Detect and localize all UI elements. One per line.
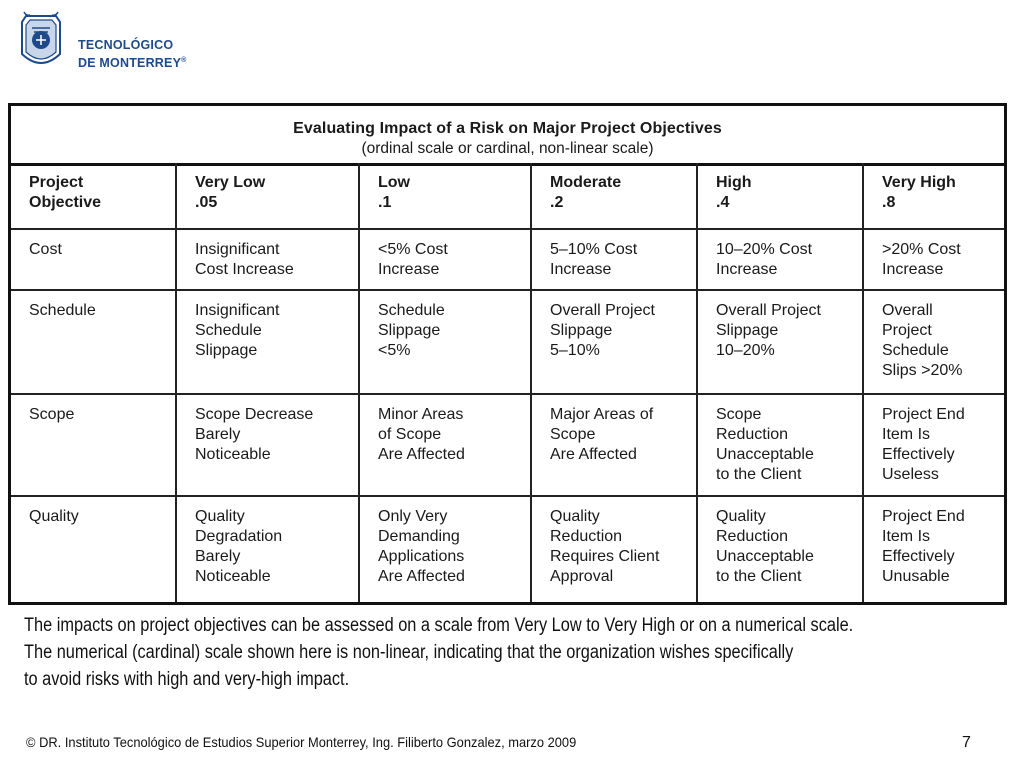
header-objective-line-2: Objective — [29, 194, 102, 211]
university-seal-icon — [16, 10, 66, 72]
header-very-low — [176, 163, 359, 229]
cell-line: Demanding — [378, 528, 460, 545]
header-very-high — [863, 163, 1004, 229]
cell-line: >20% Cost — [882, 241, 961, 258]
cell-line: <5% Cost — [378, 241, 448, 258]
table-subtitle: (ordinal scale or cardinal, non-linear scale) — [361, 140, 654, 157]
cell-line: Schedule — [195, 322, 262, 339]
footnote-line-2: The numerical (cardinal) scale shown here is non-linear, indicating that the organization wishes specifically — [24, 642, 794, 663]
logo-line-2 — [78, 53, 186, 71]
cell-line: Schedule — [378, 302, 445, 319]
scope-very-high-cell — [863, 394, 1004, 496]
cell-line: 5–10% — [550, 342, 600, 359]
level-name: Low — [378, 174, 410, 191]
schedule-moderate-cell — [531, 290, 697, 394]
cell-line: Minor Areas — [378, 406, 464, 423]
level-name: Moderate — [550, 174, 622, 191]
cell-line: Quality — [716, 508, 766, 525]
level-value: .2 — [550, 194, 564, 211]
quality-moderate-cell — [531, 496, 697, 602]
quality-high-cell — [697, 496, 863, 602]
cost-high-cell — [697, 229, 863, 290]
cell-line: to the Client — [716, 568, 802, 585]
table-row-scope — [11, 394, 1004, 496]
level-value: .4 — [716, 194, 730, 211]
cell-line: to the Client — [716, 466, 802, 483]
cell-line: Unusable — [882, 568, 950, 585]
cell-line: Are Affected — [378, 568, 465, 585]
table-title-bar — [11, 106, 1004, 166]
cell-line: 10–20% — [716, 342, 775, 359]
quality-very-low-cell — [176, 496, 359, 602]
cell-line: Useless — [882, 466, 939, 483]
copyright-footer: © DR. Instituto Tecnológico de Estudios Superior Monterrey, Ing. Filiberto Gonzalez, marzo 2009 — [26, 734, 577, 750]
schedule-high-cell — [697, 290, 863, 394]
cell-line: Scope — [716, 406, 762, 423]
institution-logo — [14, 10, 214, 74]
cell-line: Item Is — [882, 528, 931, 545]
cell-line: 5–10% Cost — [550, 241, 638, 258]
header-low — [359, 163, 531, 229]
cell-line: 10–20% Cost — [716, 241, 813, 258]
cell-line: Noticeable — [195, 568, 271, 585]
cell-line: Project — [882, 322, 932, 339]
cell-line: Increase — [716, 261, 778, 278]
cost-low-cell — [359, 229, 531, 290]
scope-moderate-cell — [531, 394, 697, 496]
cell-line: Are Affected — [550, 446, 637, 463]
table-row-quality — [11, 496, 1004, 602]
cell-line: Overall Project — [716, 302, 821, 319]
schedule-very-high-cell — [863, 290, 1004, 394]
cell-line: Approval — [550, 568, 614, 585]
scope-very-low-cell — [176, 394, 359, 496]
header-objective-line-1: Project — [29, 174, 84, 191]
cell-line: of Scope — [378, 426, 442, 443]
cell-line: Project End — [882, 508, 965, 525]
cost-very-high-cell — [863, 229, 1004, 290]
scope-high-cell — [697, 394, 863, 496]
cell-line: Are Affected — [378, 446, 465, 463]
cell-line: Slippage — [195, 342, 258, 359]
row-label-quality: Quality — [11, 496, 176, 602]
impact-table-frame — [8, 103, 1007, 605]
cell-line: Unacceptable — [716, 548, 814, 565]
cell-line: <5% — [378, 342, 411, 359]
table-footnote — [24, 612, 987, 693]
level-name: Very High — [882, 174, 956, 191]
cell-line: Scope — [550, 426, 596, 443]
cell-line: Barely — [195, 548, 241, 565]
footnote-line-1: The impacts on project objectives can be assessed on a scale from Very Low to Very High or on a numerical scale. — [24, 615, 854, 636]
cell-line: Insignificant — [195, 302, 280, 319]
cell-line: Scope Decrease — [195, 406, 314, 423]
cost-moderate-cell — [531, 229, 697, 290]
cell-line: Increase — [378, 261, 440, 278]
cell-line: Applications — [378, 548, 465, 565]
cell-line: Reduction — [550, 528, 623, 545]
cell-line: Cost Increase — [195, 261, 294, 278]
cell-line: Slippage — [550, 322, 613, 339]
scope-low-cell — [359, 394, 531, 496]
table-row-cost — [11, 229, 1004, 290]
table-title: Evaluating Impact of a Risk on Major Project Objectives — [293, 120, 722, 137]
cell-line: Effectively — [882, 446, 955, 463]
quality-low-cell — [359, 496, 531, 602]
cell-line: Effectively — [882, 548, 955, 565]
cell-line: Noticeable — [195, 446, 271, 463]
cell-line: Barely — [195, 426, 241, 443]
cell-line: Reduction — [716, 426, 789, 443]
quality-very-high-cell — [863, 496, 1004, 602]
cell-line: Only Very — [378, 508, 448, 525]
page-number: 7 — [962, 734, 971, 751]
cell-line: Overall — [882, 302, 933, 319]
cell-line: Slippage — [716, 322, 779, 339]
registered-mark: ® — [181, 57, 187, 64]
header-high — [697, 163, 863, 229]
level-value: .1 — [378, 194, 392, 211]
cell-line: Quality — [550, 508, 600, 525]
cell-line: Unacceptable — [716, 446, 814, 463]
schedule-low-cell — [359, 290, 531, 394]
schedule-very-low-cell — [176, 290, 359, 394]
table-header-row — [11, 163, 1004, 229]
level-name: Very Low — [195, 174, 266, 191]
cell-line: Major Areas of — [550, 406, 654, 423]
cell-line: Increase — [550, 261, 612, 278]
footnote-line-3: to avoid risks with high and very-high impact. — [24, 669, 350, 690]
row-label-scope: Scope — [11, 394, 176, 496]
cell-line: Project End — [882, 406, 965, 423]
cell-line: Schedule — [882, 342, 949, 359]
cell-line: Degradation — [195, 528, 283, 545]
cell-line: Item Is — [882, 426, 931, 443]
cell-line: Insignificant — [195, 241, 280, 258]
row-label-cost: Cost — [11, 229, 176, 290]
cell-line: Quality — [195, 508, 245, 525]
logo-line-1: TECNOLÓGICO — [78, 38, 174, 52]
header-project-objective — [11, 163, 176, 229]
cost-very-low-cell — [176, 229, 359, 290]
table-row-schedule — [11, 290, 1004, 394]
cell-line: Requires Client — [550, 548, 660, 565]
level-value: .05 — [195, 194, 218, 211]
impact-table — [11, 163, 1004, 602]
logo-line-2-text: DE MONTERREY — [78, 56, 182, 71]
cell-line: Reduction — [716, 528, 789, 545]
level-value: .8 — [882, 194, 896, 211]
cell-line: Increase — [882, 261, 944, 278]
cell-line: Slips >20% — [882, 362, 963, 379]
level-name: High — [716, 174, 752, 191]
row-label-schedule: Schedule — [11, 290, 176, 394]
cell-line: Slippage — [378, 322, 441, 339]
header-moderate — [531, 163, 697, 229]
logo-wordmark — [78, 38, 186, 71]
cell-line: Overall Project — [550, 302, 655, 319]
